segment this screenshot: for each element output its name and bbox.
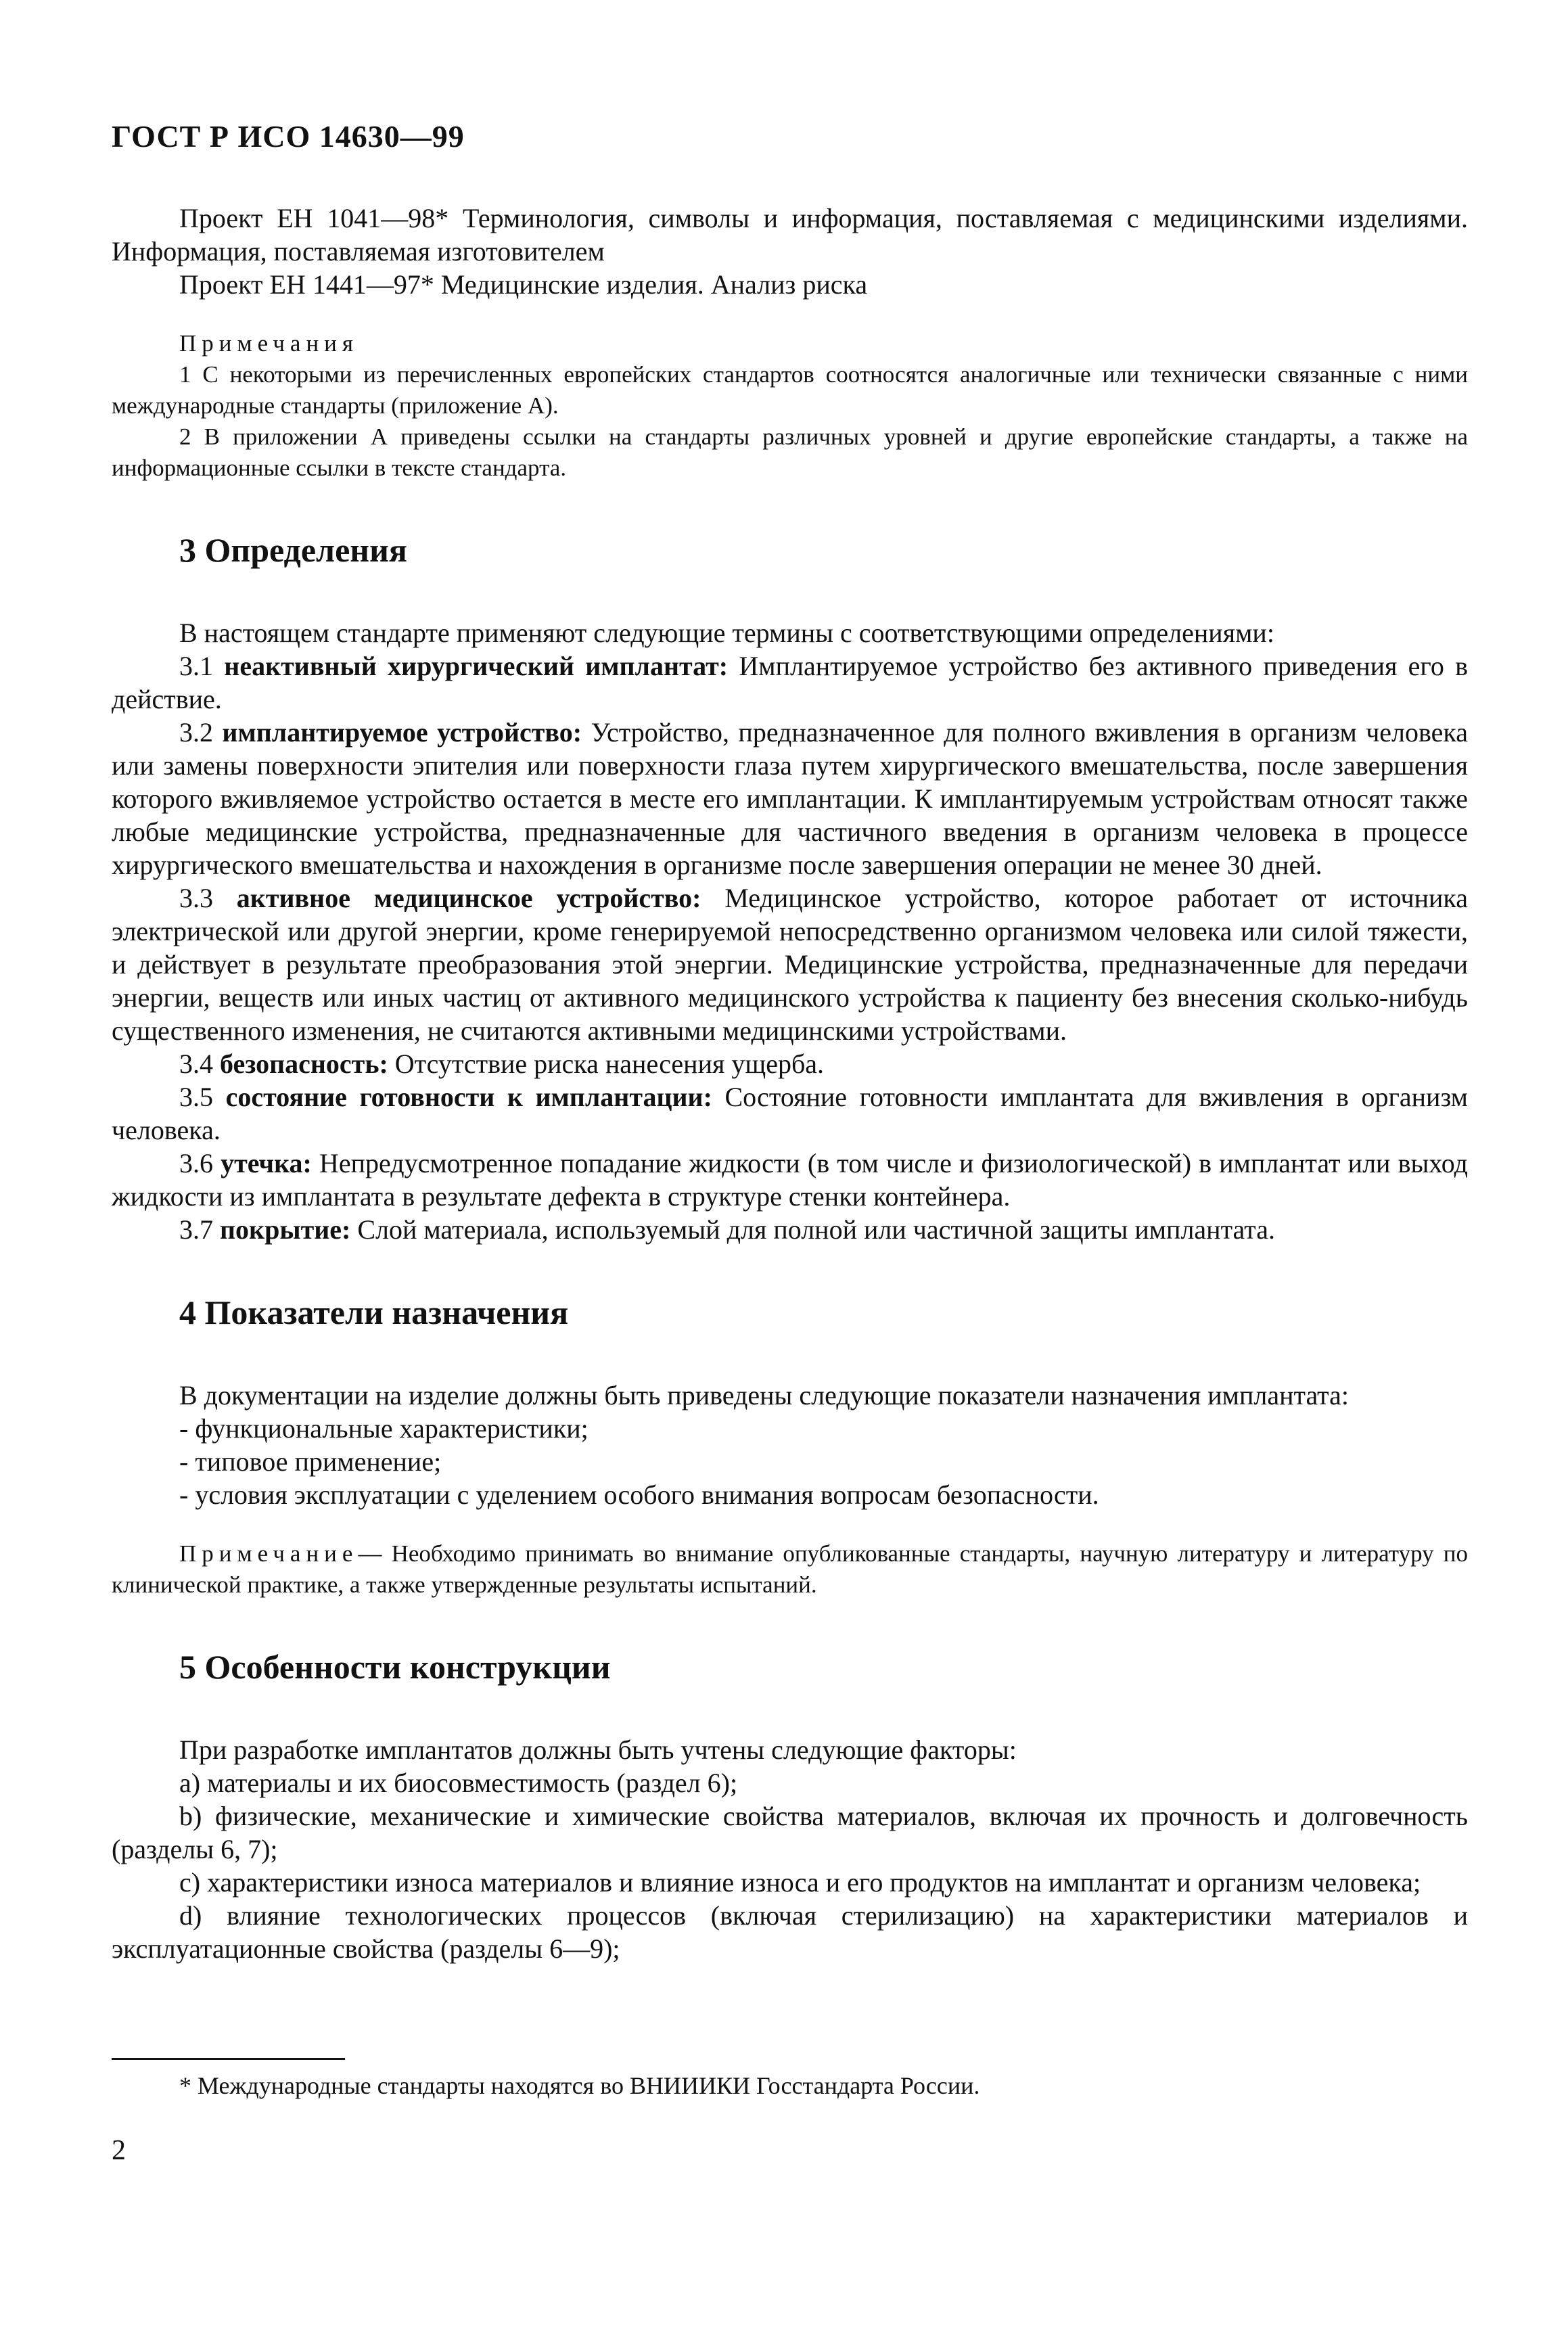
definition-3-6 bbox=[112, 1147, 1468, 1213]
definition-term: утечка: bbox=[221, 1148, 312, 1178]
definition-number: 3.5 bbox=[179, 1082, 213, 1112]
definition-term: состояние готовности к имплантации: bbox=[225, 1082, 712, 1112]
definition-number: 3.1 bbox=[179, 651, 213, 681]
section-5-intro: При разработке имплантатов должны быть учтены следующие факторы: bbox=[179, 1735, 1017, 1765]
section-4-note bbox=[112, 1538, 1468, 1601]
definition-text: Состояние готовности имплантата для вживления в организм человека. bbox=[112, 1082, 1468, 1145]
document-page bbox=[112, 118, 1468, 1965]
note-1: 1 С некоторыми из перечисленных европейских стандартов соотносятся аналогичные или технически связанные с ними международные стандарты (приложение А). bbox=[112, 361, 1468, 419]
list-item: - типовое применение; bbox=[179, 1446, 442, 1477]
definition-number: 3.7 bbox=[179, 1214, 213, 1245]
section-5-heading: 5 Особенности конструкции bbox=[179, 1648, 611, 1686]
definition-text: Устройство, предназначенное для полного вживления в организм человека или замены поверхности эпителия или поверхности глаза путем хирургического вмешательства, после завершения которого вживляемое устройство остается в месте его имплантации. К имплантируемым устройствам относят также любые медицинские устройства, предназначенные для частичного введения в организм человека в процессе хирургического вмешательства и нахождения в организме после завершения операции не менее 30 дней. bbox=[112, 717, 1469, 880]
definition-3-4 bbox=[112, 1047, 1468, 1080]
page-number: 2 bbox=[112, 2135, 126, 2166]
section-3-heading: 3 Определения bbox=[179, 531, 407, 569]
definition-term: активное медицинское устройство: bbox=[236, 883, 701, 913]
definition-3-7 bbox=[112, 1213, 1468, 1246]
definition-number: 3.6 bbox=[179, 1148, 213, 1178]
definition-text: Медицинское устройство, которое работает от источника электрической или другой энергии, кроме генерируемой непосредственно организмом человека или силой тяжести, и действует в результате преобразования этой энергии. Медицинские устройства, предназначенные для передачи энергии, веществ или иных частиц от активного медицинского устройства к пациенту без внесения сколько-нибудь существенного изменения, не считаются активными медицинскими устройствами. bbox=[112, 883, 1469, 1046]
section-4-heading: 4 Показатели назначения bbox=[179, 1293, 569, 1331]
definition-term: неактивный хирургический имплантат: bbox=[224, 651, 729, 681]
definition-term: безопасность: bbox=[220, 1049, 388, 1079]
definition-3-1 bbox=[112, 649, 1468, 716]
list-item: - условия эксплуатации с уделением особого внимания вопросам безопасности. bbox=[179, 1479, 1099, 1510]
footnote: * Международные стандарты находятся во ВНИИИКИ Госстандарта России. bbox=[179, 2072, 980, 2099]
definition-term: имплантируемое устройство: bbox=[222, 717, 582, 748]
definition-number: 3.3 bbox=[179, 883, 213, 913]
note-2: 2 В приложении А приведены ссылки на стандарты различных уровней и другие европейские стандарты, а также на информационные ссылки в тексте стандарта. bbox=[112, 423, 1468, 481]
definition-term: покрытие: bbox=[220, 1214, 351, 1245]
footnote-divider bbox=[112, 2058, 345, 2060]
document-header: ГОСТ Р ИСО 14630—99 bbox=[112, 119, 465, 154]
notes-title: Примечания bbox=[179, 330, 359, 357]
definition-3-3 bbox=[112, 881, 1468, 1047]
note-label: Примечание bbox=[179, 1540, 359, 1567]
definition-text: Отсутствие риска нанесения ущерба. bbox=[388, 1049, 825, 1079]
list-item: c) характеристики износа материалов и влияние износа и его продуктов на имплантат и организм человека; bbox=[179, 1867, 1421, 1898]
list-item: d) влияние технологических процессов (включая стерилизацию) на характеристики материалов и эксплуатационные свойства (разделы 6—9); bbox=[112, 1900, 1468, 1964]
definition-number: 3.2 bbox=[179, 717, 213, 748]
definition-3-2 bbox=[112, 716, 1468, 881]
list-item: a) материалы и их биосовместимость (раздел 6); bbox=[179, 1768, 738, 1798]
definition-text: Непредусмотренное попадание жидкости (в том числе и физиологической) в имплантат или выход жидкости из имплантата в результате дефекта в структуре стенки контейнера. bbox=[112, 1148, 1469, 1212]
note-text: — Необходимо принимать во внимание опубликованные стандарты, научную литературу и литературу по клинической практике, а также утвержденные результаты испытаний. bbox=[112, 1540, 1468, 1598]
list-item: - функциональные характеристики; bbox=[179, 1413, 589, 1444]
section-4-intro: В документации на изделие должны быть приведены следующие показатели назначения имплантата: bbox=[179, 1380, 1350, 1410]
reference-2: Проект ЕН 1441—97* Медицинские изделия. Анализ риска bbox=[179, 269, 868, 300]
definition-number: 3.4 bbox=[179, 1049, 213, 1079]
list-item: b) физические, механические и химические свойства материалов, включая их прочность и долговечность (разделы 6, 7); bbox=[112, 1801, 1468, 1864]
definition-text: Слой материала, используемый для полной или частичной защиты имплантата. bbox=[350, 1214, 1275, 1245]
reference-1: Проект ЕН 1041—98* Терминология, символы и информация, поставляемая с медицинскими изделиями. Информация, поставляемая изготовителем bbox=[112, 203, 1468, 267]
definition-3-5 bbox=[112, 1080, 1468, 1147]
section-3-intro: В настоящем стандарте применяют следующие термины с соответствующими определениями: bbox=[179, 618, 1274, 648]
definition-text: Имплантируемое устройство без активного приведения его в действие. bbox=[112, 651, 1468, 714]
